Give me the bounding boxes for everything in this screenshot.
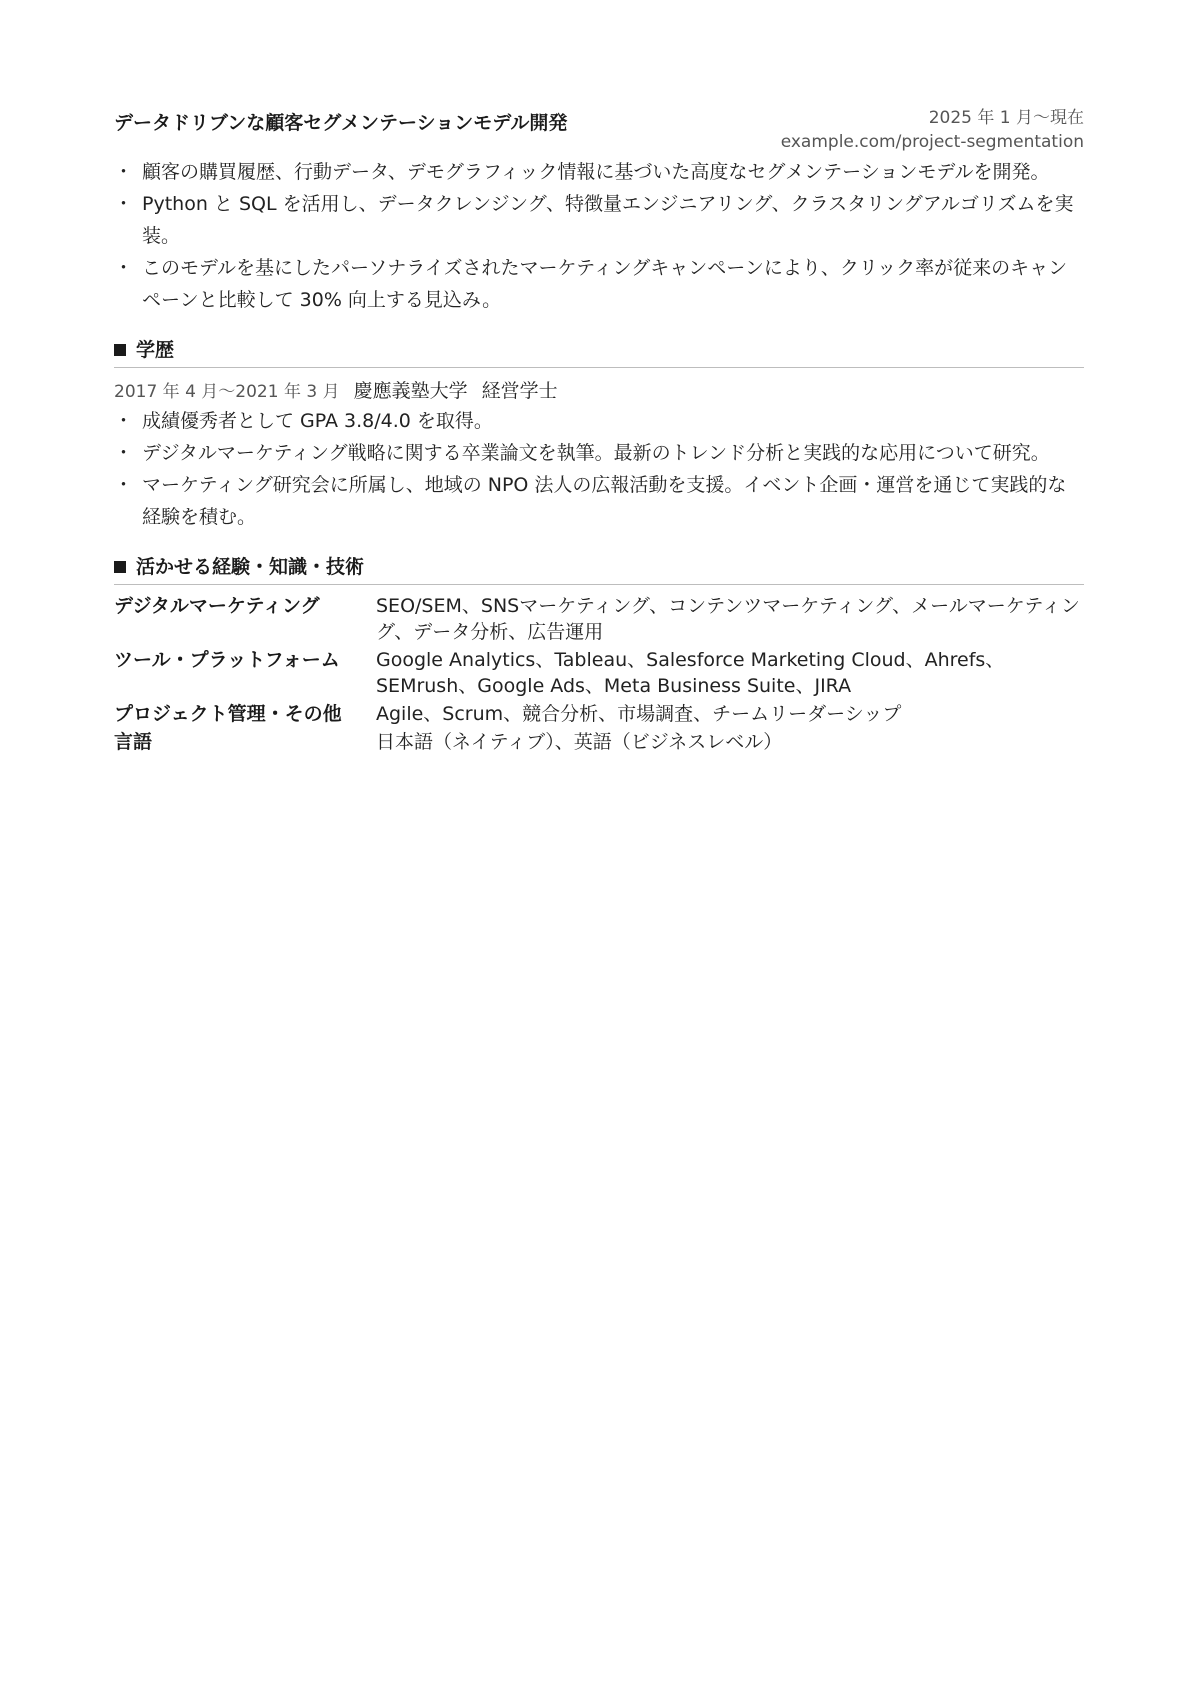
education-bullet-list xyxy=(114,405,1084,533)
table-row xyxy=(114,593,1084,647)
section-title: 学歴 xyxy=(136,339,175,361)
list-item: ・ 成績優秀者として GPA 3.8/4.0 を取得。 xyxy=(114,405,1084,437)
project-meta xyxy=(781,106,1084,154)
education-degree: 経営学士 xyxy=(481,380,558,402)
skill-label: 言語 xyxy=(114,731,153,753)
list-item: ・ 顧客の購買履歴、行動データ、デモグラフィック情報に基づいた高度なセグメンテーションモデルを開発。 xyxy=(114,156,1084,188)
list-item: ・ このモデルを基にしたパーソナライズされたマーケティングキャンペーンにより、クリック率が従来のキャンペーンと比較して 30% 向上する見込み。 xyxy=(114,252,1084,316)
skill-value: Agile、Scrum、競合分析、市場調査、チームリーダーシップ xyxy=(376,703,902,725)
list-item: ・ デジタルマーケティング戦略に関する卒業論文を執筆。最新のトレンド分析と実践的な応用について研究。 xyxy=(114,437,1084,469)
skill-label: ツール・プラットフォーム xyxy=(114,649,340,671)
skill-label: プロジェクト管理・その他 xyxy=(114,703,342,725)
education-section-heading xyxy=(114,336,1084,368)
resume-page xyxy=(114,106,1084,757)
skills-table xyxy=(114,593,1084,757)
section-title: 活かせる経験・知識・技術 xyxy=(136,556,365,578)
square-bullet-icon xyxy=(114,344,126,356)
table-row xyxy=(114,729,1084,757)
skill-value: 日本語（ネイティブ）、英語（ビジネスレベル） xyxy=(376,731,783,753)
project-url-link[interactable]: example.com/project-segmentation xyxy=(780,132,1084,152)
project-period: 2025 年 1 月〜現在 xyxy=(928,108,1084,128)
square-bullet-icon xyxy=(114,561,126,573)
table-row xyxy=(114,647,1084,701)
project-header xyxy=(114,106,1084,156)
skills-section-heading xyxy=(114,553,1084,585)
table-row xyxy=(114,701,1084,729)
skill-label: デジタルマーケティング xyxy=(114,595,320,617)
education-entry xyxy=(114,378,1084,405)
skill-value: SEO/SEM、SNSマーケティング、コンテンツマーケティング、メールマーケティング、データ分析、広告運用 xyxy=(376,595,1080,643)
project-title: データドリブンな顧客セグメンテーションモデル開発 xyxy=(114,112,568,134)
list-item: ・ Python と SQL を活用し、データクレンジング、特徴量エンジニアリング、クラスタリングアルゴリズムを実装。 xyxy=(114,188,1084,252)
education-school: 慶應義塾大学 xyxy=(353,380,468,402)
project-bullet-list xyxy=(114,156,1084,316)
education-period: 2017 年 4 月〜2021 年 3 月 xyxy=(114,382,340,402)
skill-value: Google Analytics、Tableau、Salesforce Marketing Cloud、Ahrefs、SEMrush、Google Ads、Meta Business Suite、JIRA xyxy=(376,649,1005,697)
list-item: ・ マーケティング研究会に所属し、地域の NPO 法人の広報活動を支援。イベント企画・運営を通じて実践的な経験を積む。 xyxy=(114,469,1084,533)
